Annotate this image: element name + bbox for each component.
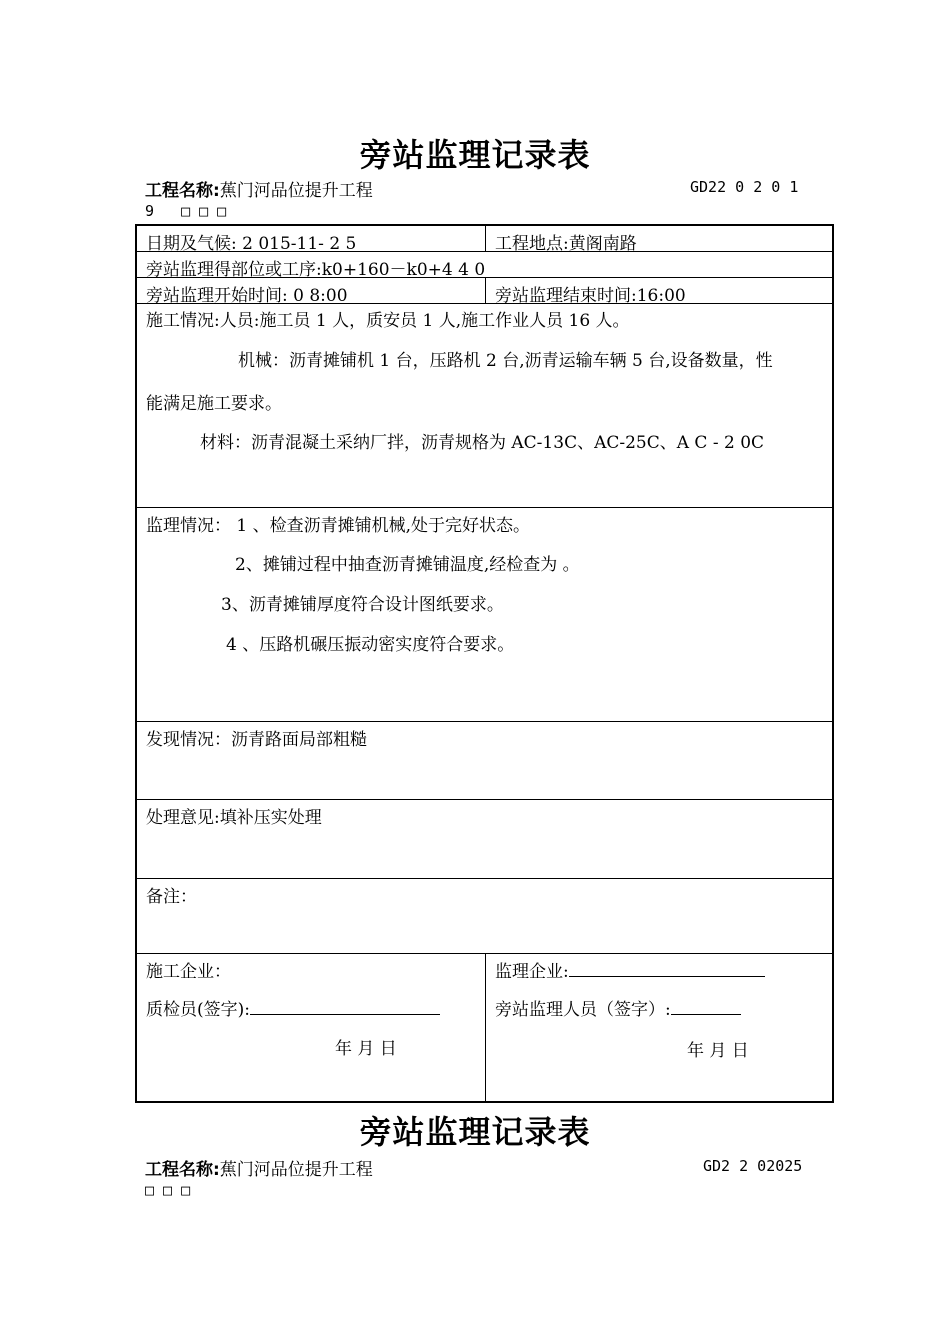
form-code-suffix (145, 202, 226, 220)
end-time-field: 旁站监理结束时间:16:00 (495, 286, 686, 306)
form2-code: GD2 2 02025 (703, 1157, 803, 1175)
remarks-field: 备注： (146, 887, 197, 907)
supervisor-row (495, 957, 765, 982)
row-divider (137, 507, 832, 508)
form2-project-name-value: 蕉门河品位提升工程 (219, 1160, 373, 1180)
form2-title: 旁站监理记录表 (359, 1113, 591, 1151)
date-right: 年 月 日 (687, 1041, 749, 1061)
findings-field: 发现情况：沥青路面局部粗糙 (146, 730, 367, 750)
row-divider (137, 799, 832, 800)
form2-project-name-row (145, 1155, 373, 1180)
start-time-field: 旁站监理开始时间: 0 8:00 (146, 286, 348, 306)
construction-machinery-cont: 能满足施工要求。 (146, 394, 282, 414)
form2-project-name-label: 工程名称: (145, 1160, 220, 1180)
form2-checkbox-group[interactable]: □ □ □ (145, 1181, 191, 1199)
column-divider (485, 226, 486, 251)
location-field: 工程地点:黄阁南路 (495, 234, 637, 254)
supervision-item-2: 2、摊铺过程中抽查沥青摊铺温度,经检查为 。 (235, 555, 580, 575)
form-code: GD22 0 2 0 1 (690, 178, 799, 196)
supervision-item-1: 监理情况： 1 、检查沥青摊铺机械,处于完好状态。 (146, 516, 531, 536)
row-divider (137, 721, 832, 722)
inspector-signature-line[interactable] (671, 998, 741, 1015)
supervision-item-4: 4 、压路机碾压振动密实度符合要求。 (226, 635, 515, 655)
column-divider (485, 953, 486, 1103)
column-divider (485, 277, 486, 303)
handling-field: 处理意见:填补压实处理 (146, 808, 322, 828)
qc-signature-label: 质检员(签字): (146, 1000, 250, 1020)
inspector-signature-row (495, 995, 741, 1020)
construction-materials: 材料：沥青混凝土采纳厂拌，沥青规格为 AC-13C、AC-25C、A C - 2 0C (200, 433, 765, 453)
row-divider (137, 878, 832, 879)
project-name-row (145, 176, 373, 201)
supervisor-line[interactable] (569, 960, 765, 977)
code-suffix: 9 (145, 202, 155, 220)
checkbox-group[interactable]: □ □ □ (181, 202, 227, 220)
inspector-signature-label: 旁站监理人员（签字）: (495, 1000, 671, 1020)
section-field: 旁站监理得部位或工序:k0+160－k0+4 4 0 (146, 260, 486, 280)
record-table (135, 224, 834, 1103)
project-name-label: 工程名称: (145, 181, 220, 201)
project-name-value: 蕉门河品位提升工程 (219, 181, 373, 201)
construction-personnel: 施工情况:人员:施工员 1 人，质安员 1 人,施工作业人员 16 人。 (146, 311, 630, 331)
supervisor-label: 监理企业: (495, 962, 569, 982)
form-title: 旁站监理记录表 (359, 136, 591, 174)
construction-machinery: 机械：沥青摊铺机 1 台，压路机 2 台,沥青运输车辆 5 台,设备数量，性 (238, 351, 773, 371)
date-left: 年 月 日 (335, 1039, 397, 1059)
contractor-label: 施工企业： (146, 962, 231, 982)
qc-signature-row (146, 995, 440, 1020)
supervision-item-3: 3、沥青摊铺厚度符合设计图纸要求。 (221, 595, 504, 615)
qc-signature-line[interactable] (250, 998, 440, 1015)
date-weather-field: 日期及气候: 2 015-11- 2 5 (146, 234, 357, 254)
